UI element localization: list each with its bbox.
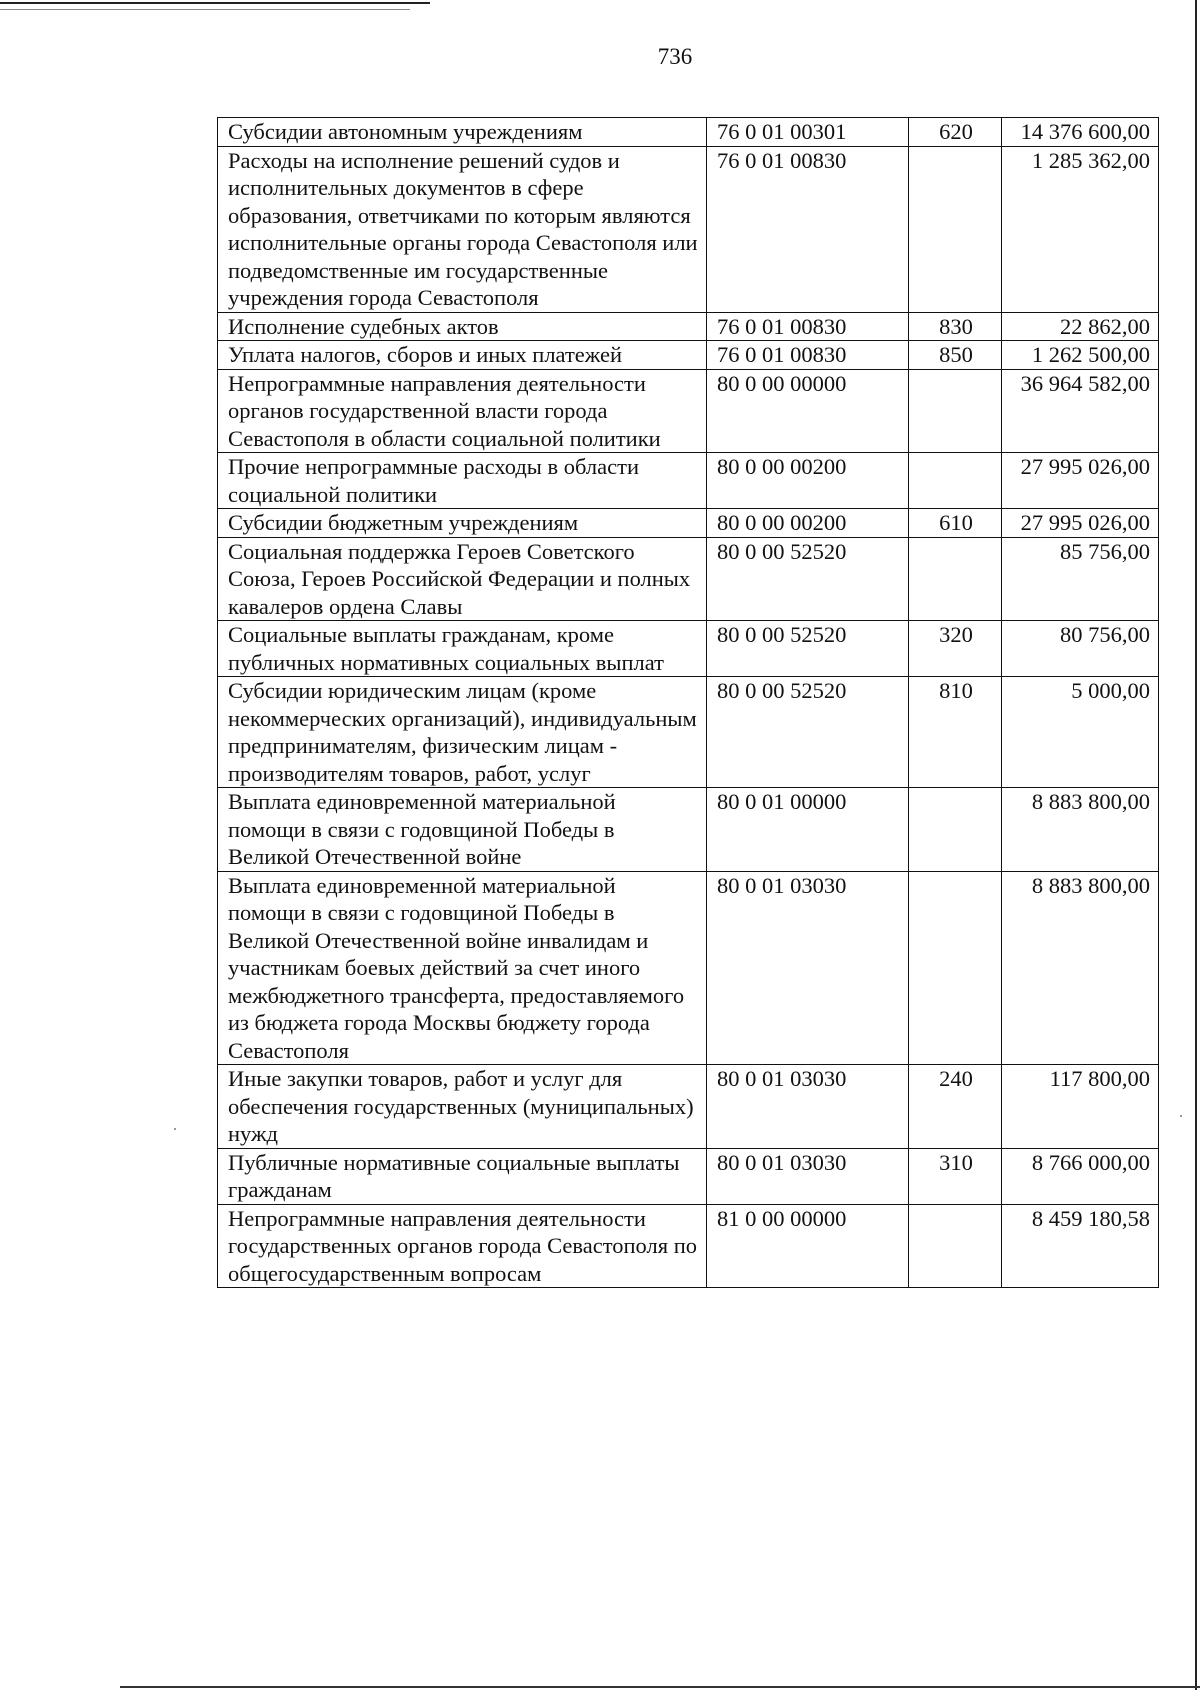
scan-speck <box>174 1128 176 1130</box>
scan-edge-top-secondary <box>0 9 410 10</box>
row-expense-type: 240 <box>909 1065 1002 1149</box>
row-expense-type: 850 <box>909 341 1002 370</box>
page-number: 736 <box>657 44 693 69</box>
row-code: 76 0 01 00301 <box>707 118 909 147</box>
row-expense-type: 610 <box>909 509 1002 538</box>
row-name: Уплата налогов, сборов и иных платежей <box>218 341 707 370</box>
row-amount: 14 376 600,00 <box>1002 118 1159 147</box>
row-code: 76 0 01 00830 <box>707 146 909 312</box>
row-name: Публичные нормативные социальные выплаты гражданам <box>218 1148 707 1204</box>
table-row <box>218 341 1159 370</box>
row-code: 80 0 00 52520 <box>707 537 909 621</box>
row-amount: 1 285 362,00 <box>1002 146 1159 312</box>
row-expense-type: 830 <box>909 312 1002 341</box>
row-amount: 80 756,00 <box>1002 621 1159 677</box>
scan-edge-top <box>0 2 430 4</box>
row-code: 80 0 00 00200 <box>707 453 909 509</box>
scan-edge-right <box>1195 0 1197 1690</box>
row-expense-type: 620 <box>909 118 1002 147</box>
row-amount: 27 995 026,00 <box>1002 509 1159 538</box>
row-code: 80 0 00 52520 <box>707 621 909 677</box>
row-code: 81 0 00 00000 <box>707 1204 909 1288</box>
row-expense-type <box>909 369 1002 453</box>
row-code: 80 0 00 00200 <box>707 509 909 538</box>
scan-edge-bottom <box>120 1686 1200 1688</box>
budget-table <box>217 117 1159 1288</box>
row-expense-type: 310 <box>909 1148 1002 1204</box>
row-amount: 27 995 026,00 <box>1002 453 1159 509</box>
row-code: 80 0 01 00000 <box>707 788 909 872</box>
row-amount: 1 262 500,00 <box>1002 341 1159 370</box>
row-name: Субсидии юридическим лицам (кроме некоммерческих организаций), индивидуальным предпринимателям, физическим лицам - производителям товаров, работ, услуг <box>218 677 707 788</box>
table-row <box>218 1148 1159 1204</box>
table-row <box>218 453 1159 509</box>
row-amount: 8 459 180,58 <box>1002 1204 1159 1288</box>
table-row <box>218 312 1159 341</box>
row-name: Социальная поддержка Героев Советского Союза, Героев Российской Федерации и полных кавалеров ордена Славы <box>218 537 707 621</box>
row-name: Прочие непрограммные расходы в области социальной политики <box>218 453 707 509</box>
row-expense-type <box>909 1204 1002 1288</box>
row-name: Субсидии бюджетным учреждениям <box>218 509 707 538</box>
row-name: Выплата единовременной материальной помощи в связи с годовщиной Победы в Великой Отечественной войне <box>218 788 707 872</box>
table-row <box>218 509 1159 538</box>
row-code: 76 0 01 00830 <box>707 341 909 370</box>
table-row <box>218 537 1159 621</box>
row-amount: 8 883 800,00 <box>1002 788 1159 872</box>
row-expense-type <box>909 871 1002 1065</box>
row-amount: 5 000,00 <box>1002 677 1159 788</box>
row-amount: 117 800,00 <box>1002 1065 1159 1149</box>
table-row <box>218 369 1159 453</box>
table-row <box>218 677 1159 788</box>
row-amount: 85 756,00 <box>1002 537 1159 621</box>
table-row <box>218 1204 1159 1288</box>
row-name: Непрограммные направления деятельности органов государственной власти города Севастополя в области социальной политики <box>218 369 707 453</box>
row-name: Выплата единовременной материальной помощи в связи с годовщиной Победы в Великой Отечественной войне инвалидам и участникам боевых действий за счет иного межбюджетного трансферта, предоставляемого из бюджета города Москвы бюджету города Севастополя <box>218 871 707 1065</box>
row-code: 80 0 00 52520 <box>707 677 909 788</box>
row-code: 76 0 01 00830 <box>707 312 909 341</box>
table-row <box>218 788 1159 872</box>
row-code: 80 0 01 03030 <box>707 1065 909 1149</box>
row-code: 80 0 01 03030 <box>707 871 909 1065</box>
table-row <box>218 146 1159 312</box>
row-name: Расходы на исполнение решений судов и исполнительных документов в сфере образования, ответчиками по которым являются исполнительные органы города Севастополя или подведомственные им государственные учреждения города Севастополя <box>218 146 707 312</box>
row-amount: 22 862,00 <box>1002 312 1159 341</box>
row-expense-type <box>909 146 1002 312</box>
row-expense-type: 320 <box>909 621 1002 677</box>
table-row <box>218 621 1159 677</box>
row-amount: 8 883 800,00 <box>1002 871 1159 1065</box>
row-expense-type <box>909 453 1002 509</box>
row-name: Социальные выплаты гражданам, кроме публичных нормативных социальных выплат <box>218 621 707 677</box>
table-row <box>218 118 1159 147</box>
row-name: Иные закупки товаров, работ и услуг для обеспечения государственных (муниципальных) нужд <box>218 1065 707 1149</box>
table-row <box>218 871 1159 1065</box>
row-amount: 8 766 000,00 <box>1002 1148 1159 1204</box>
row-expense-type <box>909 537 1002 621</box>
row-expense-type: 810 <box>909 677 1002 788</box>
row-amount: 36 964 582,00 <box>1002 369 1159 453</box>
row-name: Исполнение судебных актов <box>218 312 707 341</box>
scan-speck <box>1180 1115 1182 1117</box>
row-expense-type <box>909 788 1002 872</box>
table-row <box>218 1065 1159 1149</box>
row-code: 80 0 01 03030 <box>707 1148 909 1204</box>
row-code: 80 0 00 00000 <box>707 369 909 453</box>
row-name: Субсидии автономным учреждениям <box>218 118 707 147</box>
row-name: Непрограммные направления деятельности государственных органов города Севастополя по общегосударственным вопросам <box>218 1204 707 1288</box>
